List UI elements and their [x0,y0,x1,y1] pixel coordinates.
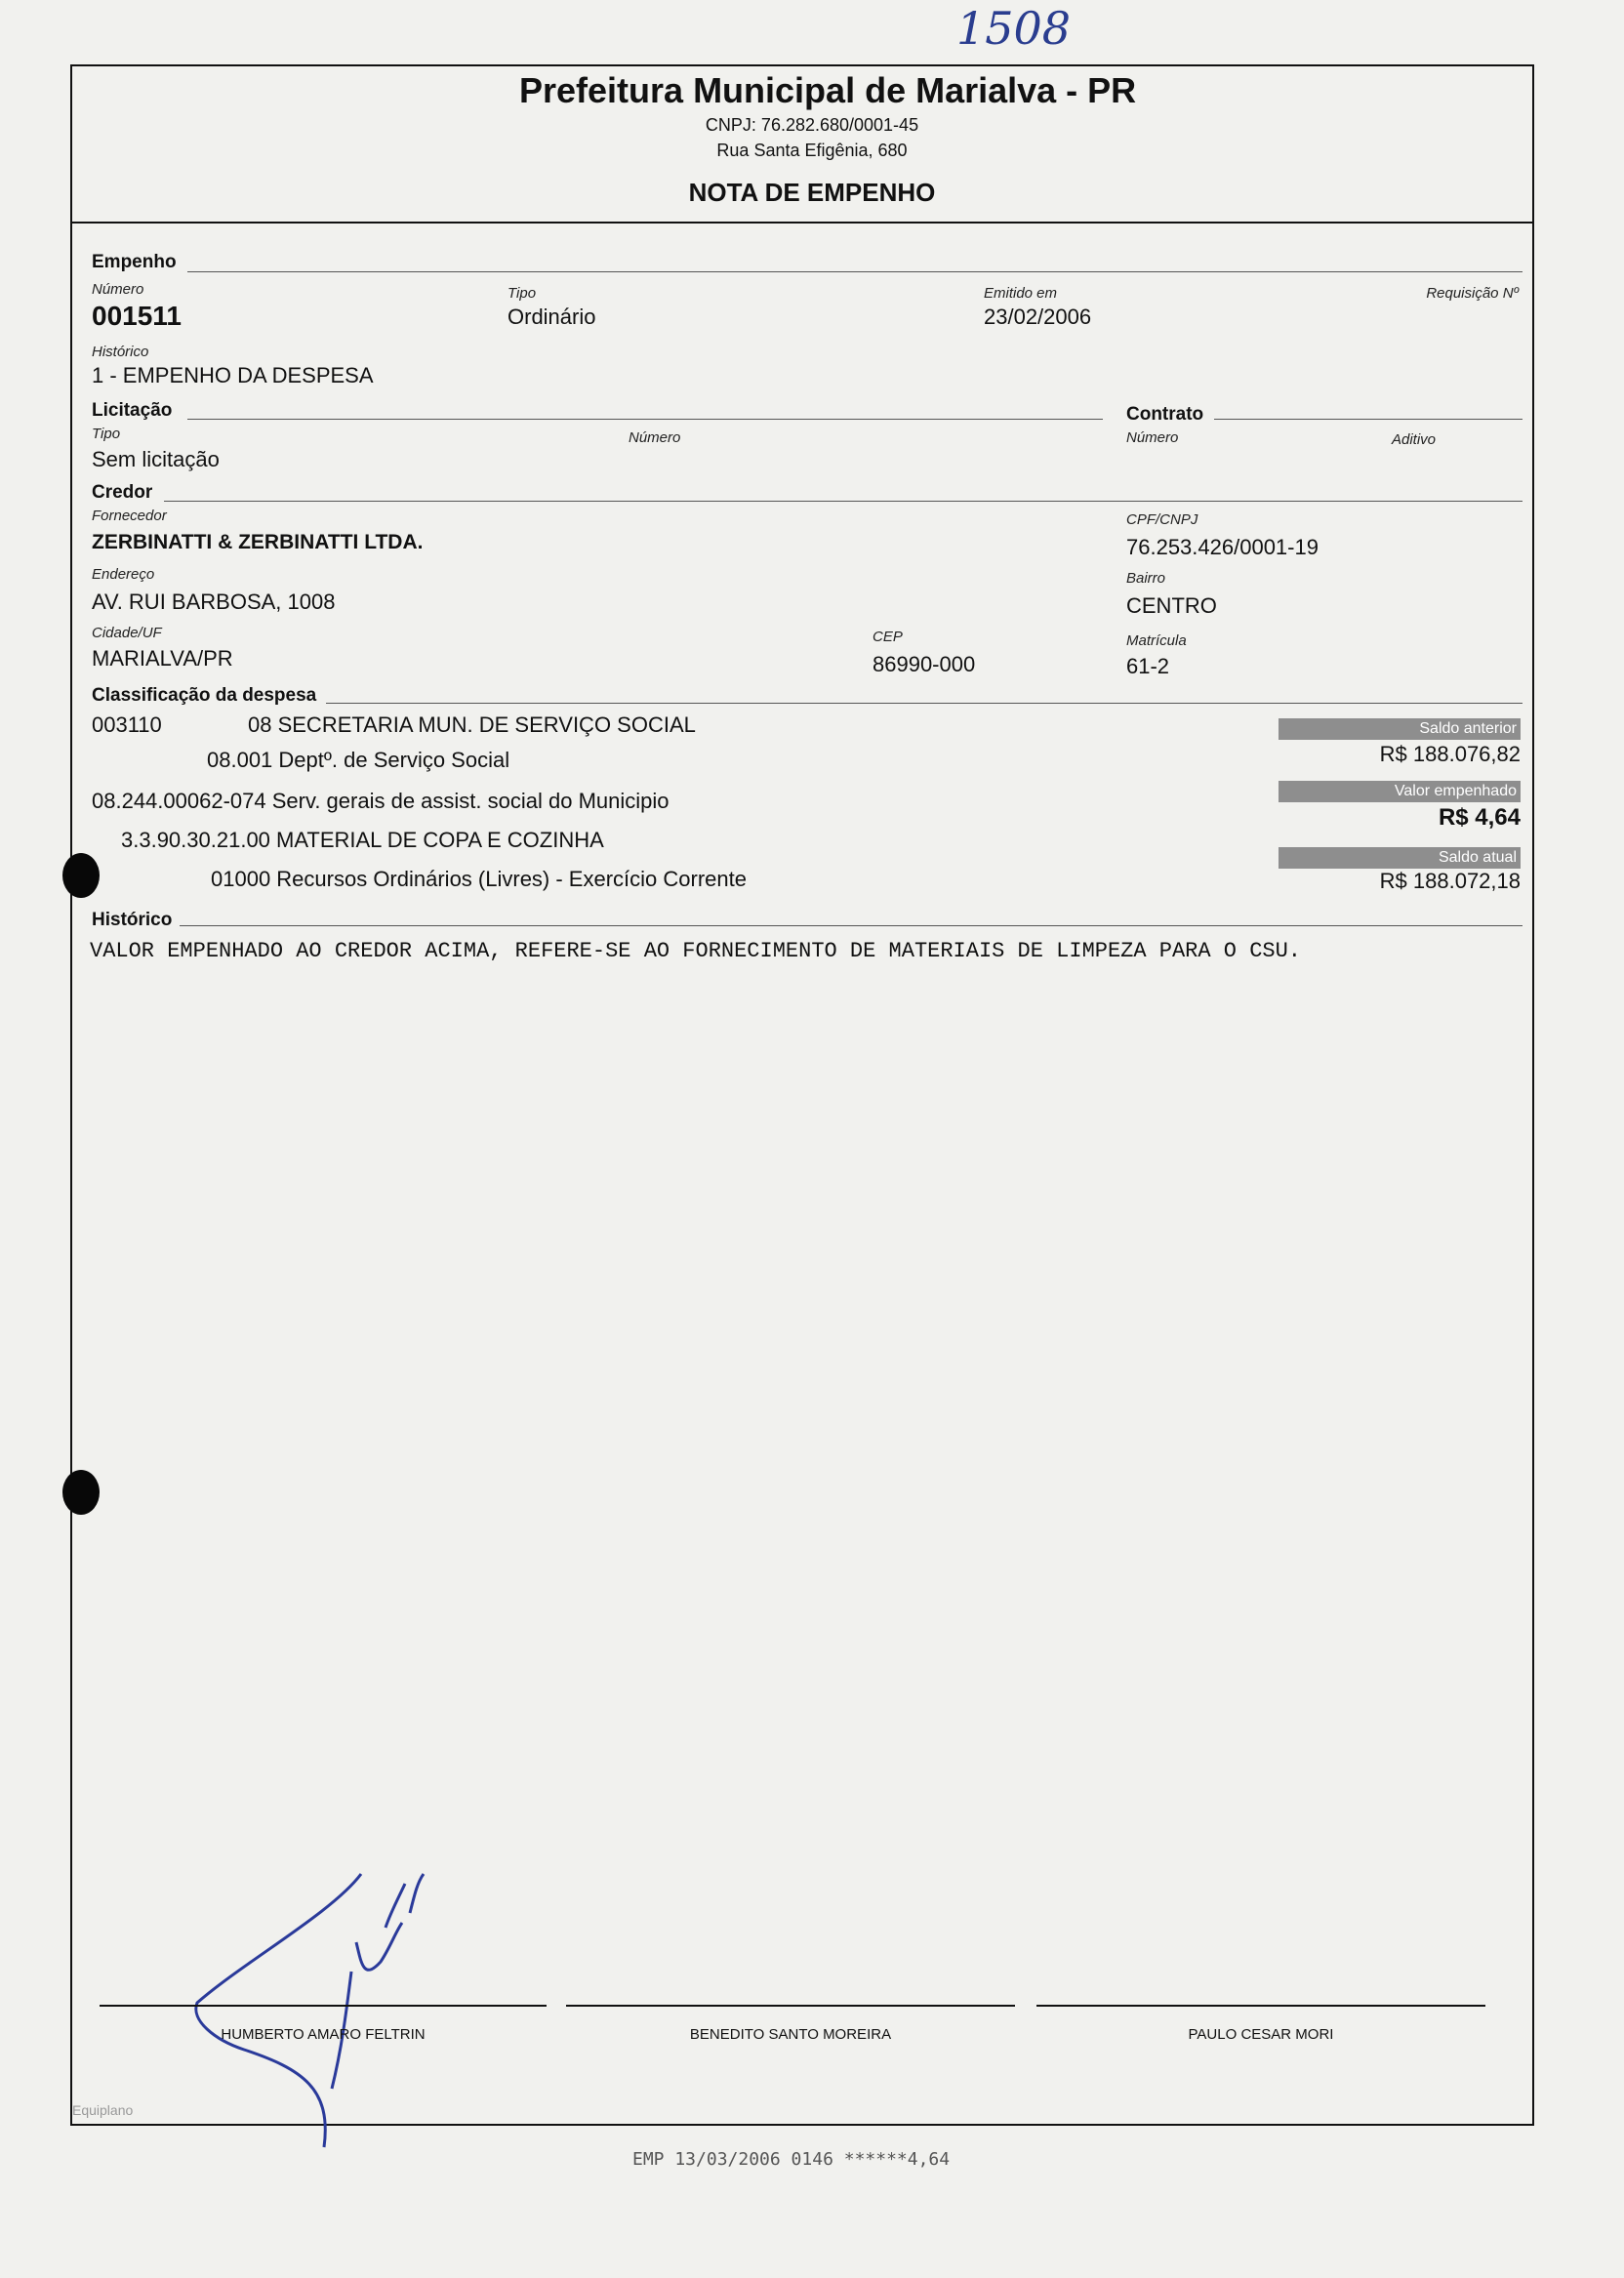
licitacao-tipo-label: Tipo [92,426,121,442]
endereco-value: AV. RUI BARBOSA, 1008 [92,590,336,614]
saldo-atual-value: R$ 188.072,18 [1379,869,1521,893]
classificacao-line5: 01000 Recursos Ordinários (Livres) - Exercício Corrente [211,867,747,891]
section-classificacao: Classificação da despesa [92,685,317,706]
cpf-label: CPF/CNPJ [1126,511,1198,528]
signature-name-2: BENEDITO SANTO MOREIRA [689,2026,892,2043]
signature-name-3: PAULO CESAR MORI [1188,2026,1334,2043]
section-historico: Histórico [92,910,173,930]
section-rule [326,703,1522,704]
section-credor: Credor [92,482,153,503]
cnpj-text: CNPJ: 76.282.680/0001-45 [705,115,919,135]
empenho-number: 001511 [92,301,182,331]
classificacao-line2: 08.001 Deptº. de Serviço Social [207,748,510,772]
emitido-value: 23/02/2006 [984,305,1092,329]
section-rule [187,271,1522,272]
address-text: Rua Santa Efigênia, 680 [716,141,908,160]
historico-text: VALOR EMPENHADO AO CREDOR ACIMA, REFERE-SE AO FORNECIMENTO DE MATERIAIS DE LIMPEZA PARA O CSU. [90,939,1302,963]
historico-label: Histórico [92,344,149,360]
fornecedor-label: Fornecedor [92,508,167,524]
endereco-label: Endereço [92,566,155,583]
header-separator [70,222,1534,224]
signature-name-1: HUMBERTO AMARO FELTRIN [221,2026,426,2043]
valor-empenhado-label: Valor empenhado [1279,781,1521,802]
section-rule [187,419,1103,420]
section-rule [164,501,1522,502]
contrato-numero-label: Número [1126,429,1179,446]
matricula-value: 61-2 [1126,654,1170,678]
matricula-label: Matrícula [1126,632,1187,649]
historico-short: 1 - EMPENHO DA DESPESA [92,363,374,387]
section-rule [1214,419,1522,420]
section-licitacao: Licitação [92,400,173,421]
saldo-anterior-value: R$ 188.076,82 [1379,742,1521,766]
signature-line [100,2005,547,2007]
punch-hole [62,1470,100,1515]
section-contrato: Contrato [1126,404,1204,425]
section-empenho: Empenho [92,252,177,272]
footer-brand: Equiplano [72,2102,134,2118]
classificacao-line3: 08.244.00062-074 Serv. gerais de assist. social do Municipio [92,789,670,813]
signature-line [566,2005,1015,2007]
document-title: NOTA DE EMPENHO [688,178,936,207]
cep-label: CEP [873,629,903,645]
classificacao-line4: 3.3.90.30.21.00 MATERIAL DE COPA E COZINHA [121,828,604,852]
numero-label: Número [92,281,144,298]
page-title: Prefeitura Municipal de Marialva - PR [519,70,1137,110]
section-rule [180,925,1522,926]
bairro-label: Bairro [1126,570,1166,587]
saldo-anterior-label: Saldo anterior [1279,718,1521,740]
signature-line [1036,2005,1485,2007]
cidade-label: Cidade/UF [92,625,162,641]
classificacao-line1: 08 SECRETARIA MUN. DE SERVIÇO SOCIAL [248,712,696,737]
requisicao-label: Requisição Nº [1426,285,1519,302]
classificacao-code: 003110 [92,712,162,737]
fornecedor-value: ZERBINATTI & ZERBINATTI LTDA. [92,531,424,553]
handwritten-number: 1508 [956,2,1072,55]
valor-empenhado-value: R$ 4,64 [1438,804,1521,831]
saldo-atual-label: Saldo atual [1279,847,1521,869]
cep-value: 86990-000 [873,652,976,676]
tipo-label: Tipo [508,285,537,302]
cidade-value: MARIALVA/PR [92,646,233,671]
bottom-stamp: EMP 13/03/2006 0146 ******4,64 [632,2149,951,2170]
contrato-aditivo-label: Aditivo [1392,431,1437,448]
cpf-value: 76.253.426/0001-19 [1126,535,1319,559]
bairro-value: CENTRO [1126,593,1217,618]
licitacao-numero-label: Número [629,429,681,446]
punch-hole [62,853,100,898]
tipo-value: Ordinário [508,305,596,329]
emitido-label: Emitido em [984,285,1058,302]
licitacao-tipo-value: Sem licitação [92,447,220,471]
